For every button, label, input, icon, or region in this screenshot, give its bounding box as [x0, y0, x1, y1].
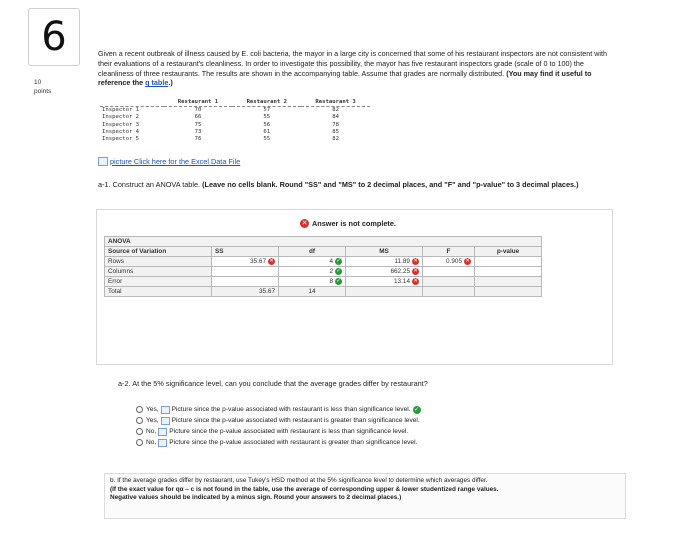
- anova-row-label: Rows: [105, 257, 212, 267]
- incorrect-icon: ✕: [269, 258, 274, 264]
- anova-table: [104, 236, 542, 297]
- table-cell: 57: [263, 107, 271, 114]
- prompt-hint-end: .): [168, 78, 173, 88]
- points-label: points: [34, 88, 52, 95]
- option-prefix: No,: [146, 439, 157, 446]
- radio-button[interactable]: [136, 417, 143, 424]
- ss-input-rows[interactable]: [212, 257, 279, 267]
- option-text: Picture since the p-value associated with restaurant is greater than significance level.: [169, 439, 418, 446]
- inspector-data-table: [100, 99, 370, 143]
- correct-icon: ✓: [336, 278, 341, 284]
- row-label: Inspector 3: [102, 121, 140, 128]
- row-label: Inspector 2: [102, 114, 140, 121]
- question-a2: a-2. At the 5% significance level, can you conclude that the average grades differ by restaurant?: [118, 379, 428, 388]
- ms-value: 662.25: [390, 268, 410, 275]
- table-cell: 70: [194, 107, 202, 114]
- ss-input-columns[interactable]: [212, 267, 279, 277]
- anova-header: F: [423, 247, 475, 257]
- table-cell: 55: [263, 114, 271, 121]
- anova-row-rows: [105, 257, 542, 267]
- table-cell: 55: [263, 136, 271, 143]
- anova-row-label: Total: [105, 287, 212, 297]
- table-cell: 84: [332, 114, 339, 121]
- anova-header: p-value: [475, 247, 542, 257]
- anova-header: MS: [346, 247, 423, 257]
- table-cell: 75: [194, 121, 202, 128]
- correct-icon: ✓: [336, 268, 341, 274]
- f-cell-error: [423, 277, 475, 287]
- table-row: [100, 114, 370, 121]
- incorrect-icon: ✕: [413, 278, 418, 284]
- excel-data-file-link[interactable]: [98, 157, 240, 166]
- f-input-rows[interactable]: [423, 257, 475, 267]
- incorrect-icon: ✕: [413, 258, 418, 264]
- p-value-input-columns[interactable]: [475, 267, 542, 277]
- anova-row-label: Columns: [105, 267, 212, 277]
- q1-instructions: (Leave no cells blank. Round "SS" and "MS" to 2 decimal places, and "F" and "p-value" to 3 decimal places.): [202, 180, 579, 189]
- table-cell: 61: [263, 128, 271, 135]
- df-input-error[interactable]: [279, 277, 346, 287]
- correct-icon: ✓: [414, 405, 420, 413]
- data-table-header: [100, 99, 164, 107]
- table-row: [100, 136, 370, 143]
- table-cell: 82: [332, 107, 339, 114]
- part-b-instructions: [110, 477, 618, 503]
- part-b-line3: Negative values should be indicated by a minus sign. Round your answers to 2 decimal places.): [110, 494, 402, 502]
- incorrect-icon: ✕: [465, 258, 470, 264]
- anova-row-total: [105, 287, 542, 297]
- option-text: Picture since the p-value associated with restaurant is greater than significance level.: [171, 417, 420, 424]
- anova-row-error: [105, 277, 542, 287]
- table-row: [100, 107, 370, 115]
- p-value-cell-error: [475, 277, 542, 287]
- row-label: Inspector 5: [102, 136, 140, 143]
- anova-title: ANOVA: [105, 237, 542, 247]
- ss-input-error[interactable]: [212, 277, 279, 287]
- anova-header: df: [279, 247, 346, 257]
- ms-cell-total: [346, 287, 423, 297]
- radio-button[interactable]: [136, 428, 143, 435]
- radio-button[interactable]: [136, 439, 143, 446]
- prompt-text: Given a recent outbreak of illness caused by E. coli bacteria, the mayor in a large city is concerned that some of his restaurant inspectors are not consistent with their evaluations of a restaurant's cleanliness. In order to investigate this possibility, the mayor has five restaurant inspectors grade (scale of 0 to 100) the cleanliness of three restaurants. The results are shown in the accompanying table. Assume that grades are normally distributed.: [98, 49, 607, 78]
- option-prefix: Yes,: [146, 417, 159, 424]
- df-value: 8: [329, 278, 333, 285]
- correct-icon: ✓: [336, 258, 341, 264]
- picture-icon: [161, 406, 170, 414]
- option-no-greater[interactable]: [136, 437, 421, 448]
- answer-options: [136, 404, 421, 448]
- ms-input-columns[interactable]: [346, 267, 423, 277]
- points-value: 10: [34, 79, 42, 86]
- picture-icon: [161, 417, 170, 425]
- ms-input-error[interactable]: [346, 277, 423, 287]
- question-a1: [98, 180, 658, 190]
- table-cell: 82: [332, 136, 339, 143]
- f-value: 0.905: [446, 258, 462, 265]
- q1-text: a-1. Construct an ANOVA table.: [98, 180, 201, 189]
- data-table-header: Restaurant 1: [164, 99, 233, 107]
- option-yes-less[interactable]: [136, 404, 421, 415]
- df-total: 14: [279, 287, 346, 297]
- ss-value: 35.67: [250, 258, 266, 265]
- points-indicator: [34, 78, 51, 96]
- anova-header: Source of Variation: [105, 247, 212, 257]
- ss-total: 35.67: [212, 287, 279, 297]
- ms-value: 11.89: [394, 258, 410, 265]
- df-value: 4: [329, 258, 333, 265]
- anova-row-columns: [105, 267, 542, 277]
- p-value-cell-total: [475, 287, 542, 297]
- radio-button[interactable]: [136, 406, 143, 413]
- df-input-rows[interactable]: [279, 257, 346, 267]
- answer-status-banner: [300, 219, 396, 228]
- row-label: Inspector 1: [102, 107, 140, 114]
- f-cell-total: [423, 287, 475, 297]
- f-input-columns[interactable]: [423, 267, 475, 277]
- table-cell: 76: [194, 136, 202, 143]
- ms-input-rows[interactable]: [346, 257, 423, 267]
- picture-icon: [158, 439, 167, 447]
- picture-icon: [158, 428, 167, 436]
- table-cell: 73: [194, 128, 202, 135]
- question-number: 6: [28, 8, 80, 66]
- part-b-line1: b. If the average grades differ by restaurant, use Tukey's HSD method at the 5% significance level to determine which averages differ.: [110, 477, 488, 484]
- incorrect-icon: ✕: [413, 268, 418, 274]
- incorrect-icon: ✕: [301, 219, 308, 227]
- table-cell: 85: [332, 128, 339, 135]
- part-b-line2: (If the exact value for qα – c is not found in the table, use the average of corresponding upper & lower studentized range values.: [110, 485, 499, 493]
- prompt-hint: (You may find it useful to reference the: [98, 68, 592, 88]
- anova-row-label: Error: [105, 277, 212, 287]
- excel-link-label: picture Click here for the Excel Data File: [110, 157, 241, 166]
- option-prefix: Yes,: [146, 406, 159, 413]
- table-cell: 78: [332, 121, 339, 128]
- option-yes-greater[interactable]: [136, 415, 421, 426]
- q-table-link[interactable]: q table: [145, 78, 169, 88]
- option-text: Picture since the p-value associated with restaurant is less than significance level.: [169, 428, 409, 435]
- p-value-input-rows[interactable]: [475, 257, 542, 267]
- question-prompt: [98, 49, 618, 88]
- data-table-header: Restaurant 2: [232, 99, 301, 107]
- table-cell: 56: [263, 121, 271, 128]
- option-prefix: No,: [146, 428, 157, 435]
- ms-value: 13.14: [394, 278, 410, 285]
- df-value: 2: [329, 268, 333, 275]
- option-text: Picture since the p-value associated with restaurant is less than significance level.: [171, 406, 411, 413]
- anova-header: SS: [212, 247, 279, 257]
- row-label: Inspector 4: [102, 128, 140, 135]
- picture-icon: [98, 157, 108, 166]
- df-input-columns[interactable]: [279, 267, 346, 277]
- table-row: [100, 122, 370, 129]
- banner-text: Answer is not complete.: [312, 219, 396, 228]
- option-no-less[interactable]: [136, 426, 421, 437]
- table-cell: 66: [194, 114, 202, 121]
- table-row: [100, 129, 370, 136]
- data-table-header: Restaurant 3: [301, 99, 370, 107]
